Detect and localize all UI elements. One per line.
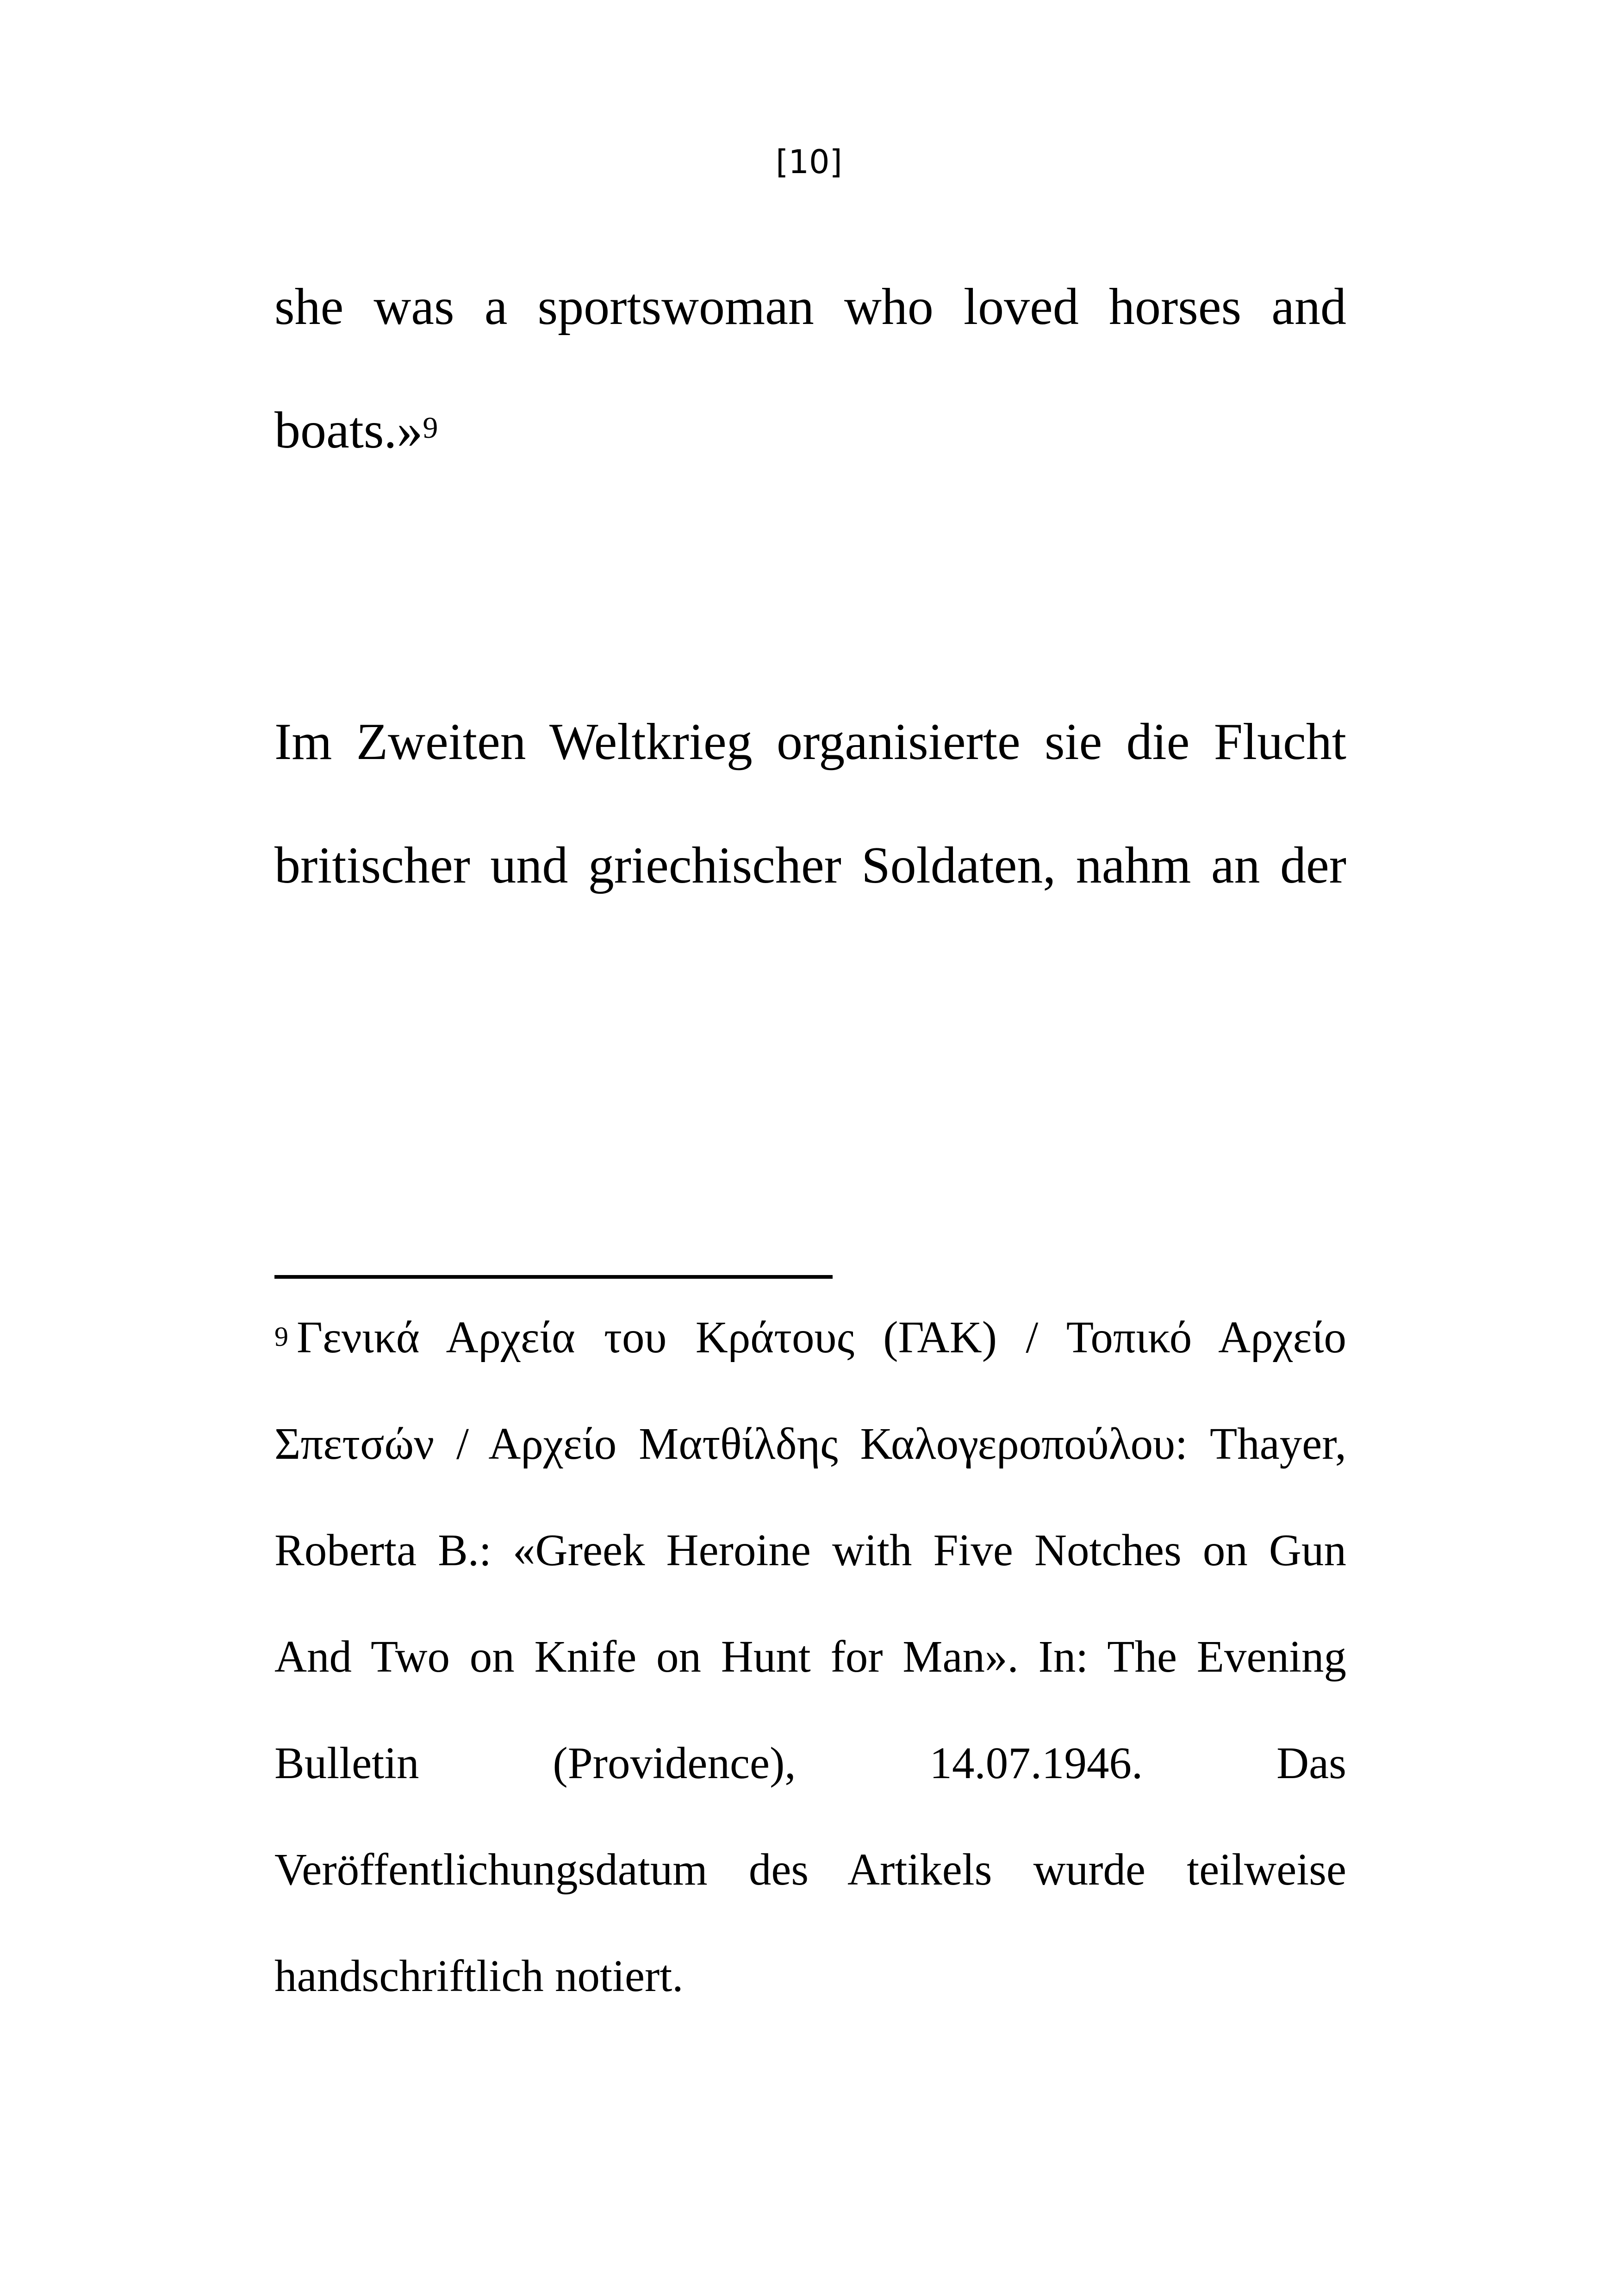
footnote-line-5: Bulletin (Providence), 14.07.1946. Das (274, 1738, 1346, 1788)
footnote-marker: 9 (274, 1321, 288, 1352)
footnote-separator (274, 1275, 833, 1279)
paragraph-1-line-2 (274, 369, 1346, 492)
page-number: [10] (776, 143, 842, 181)
paragraph-2 (274, 680, 1346, 927)
paragraph-1 (274, 245, 1346, 492)
footnote-line-2: Σπετσών / Αρχείο Ματθίλδης Καλογεροπούλου: Thayer, (274, 1419, 1346, 1468)
footnote-reference[interactable]: 9 (423, 411, 438, 445)
footnote-line-4: And Two on Knife on Hunt for Man». In: The Evening (274, 1632, 1346, 1681)
footnote-line-1-text: Γενικά Αρχεία του Κράτους (ΓΑΚ) / Τοπικό Αρχείο (297, 1313, 1346, 1362)
paragraph-1-line-2-text: boats.» (274, 402, 423, 459)
footnote-line-6: Veröffentlichungsdatum des Artikels wurde teilweise (274, 1845, 1346, 1894)
paragraph-2-line-2: britischer und griechischer Soldaten, nahm an der (274, 837, 1346, 894)
footnote-line-7: handschriftlich notiert. (274, 1951, 684, 2001)
footnote (274, 1284, 1346, 2029)
footnote-line-3: Roberta B.: «Greek Heroine with Five Notches on Gun (274, 1525, 1346, 1575)
paragraph-2-line-1: Im Zweiten Weltkrieg organisierte sie die Flucht (274, 713, 1346, 771)
footnote-line-1 (274, 1284, 1346, 1391)
paragraph-1-line-1: she was a sportswoman who loved horses and (274, 278, 1346, 336)
